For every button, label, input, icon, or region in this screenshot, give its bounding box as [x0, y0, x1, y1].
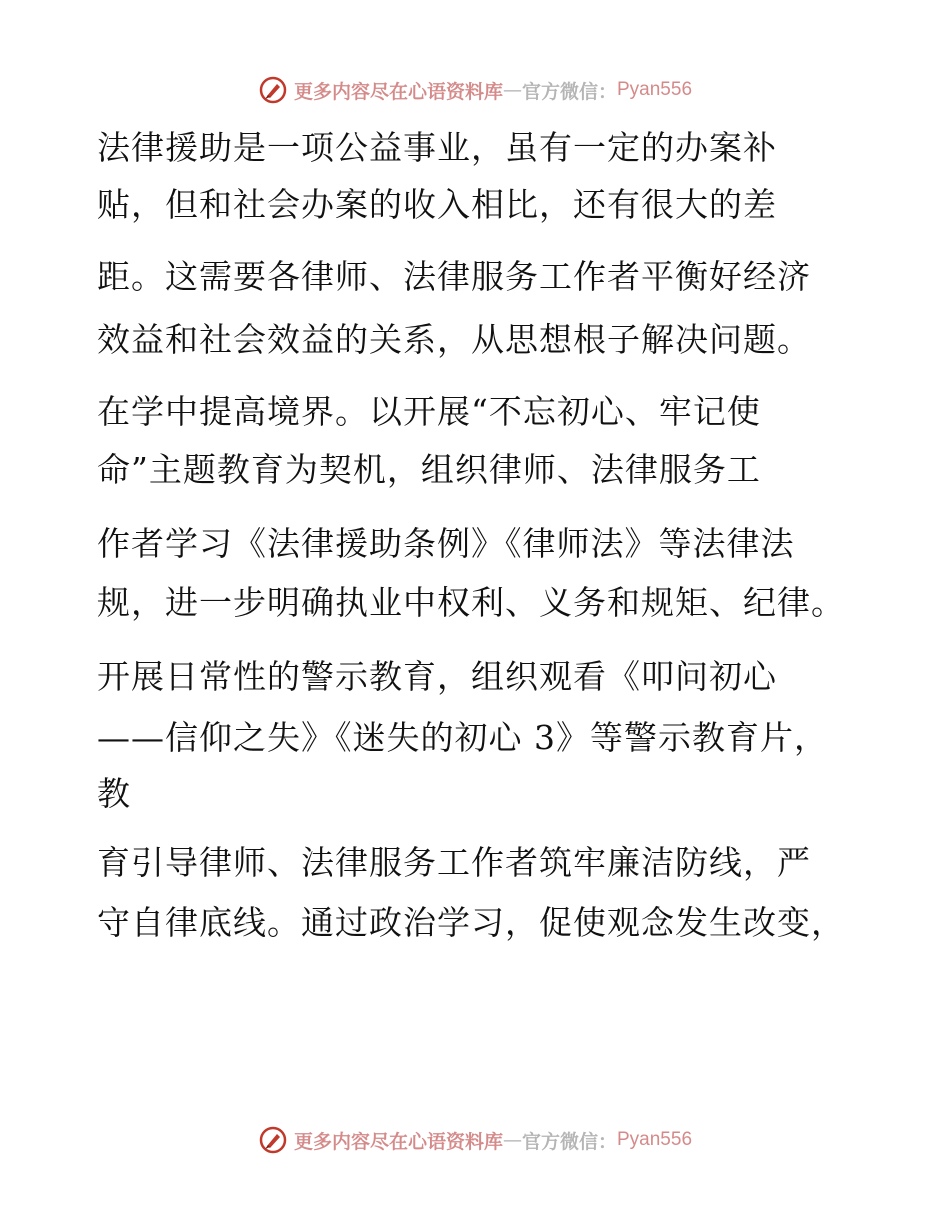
- header-watermark: [0, 70, 950, 110]
- body-line: 在学中提高境界。以开展“不忘初心、牢记使: [97, 392, 761, 431]
- body-line: 作者学习《法律援助条例》《律师法》等法律法: [97, 524, 795, 563]
- body-line: 育引导律师、法律服务工作者筑牢廉洁防线，严: [97, 843, 811, 882]
- watermark-site-text: 更多内容尽在心语资料库: [293, 80, 503, 103]
- watermark-wechat-label: 官方微信：: [521, 80, 617, 103]
- body-line: 规，进一步明确执业中权利、义务和规矩、纪律。: [97, 583, 845, 622]
- body-line: 效益和社会效益的关系，从思想根子解决问题。: [97, 320, 811, 359]
- watermark-separator: —: [502, 1129, 522, 1151]
- body-line: 距。这需要各律师、法律服务工作者平衡好经济: [97, 257, 811, 296]
- watermark-wechat-id: Pyan556: [617, 1129, 693, 1150]
- watermark-separator: —: [502, 79, 522, 101]
- body-line: ——信仰之失》《迷失的初心 3》等警示教育片，: [97, 718, 828, 757]
- body-line: 贴，但和社会办案的收入相比，还有很大的差: [97, 185, 777, 224]
- watermark-wechat-label: 官方微信：: [521, 1130, 617, 1153]
- watermark-site-text: 更多内容尽在心语资料库: [293, 1130, 503, 1153]
- body-line: 教: [97, 774, 131, 813]
- pen-logo-icon: [258, 1125, 288, 1155]
- body-line: 守自律底线。通过政治学习，促使观念发生改变，: [97, 903, 845, 942]
- watermark-wechat-id: Pyan556: [617, 79, 693, 100]
- body-line: 命”主题教育为契机，组织律师、法律服务工: [97, 450, 761, 489]
- footer-watermark: [0, 1120, 950, 1160]
- pen-logo-icon: [258, 75, 288, 105]
- body-line: 法律援助是一项公益事业，虽有一定的办案补: [97, 128, 777, 167]
- body-line: 开展日常性的警示教育，组织观看《叩问初心: [97, 657, 777, 696]
